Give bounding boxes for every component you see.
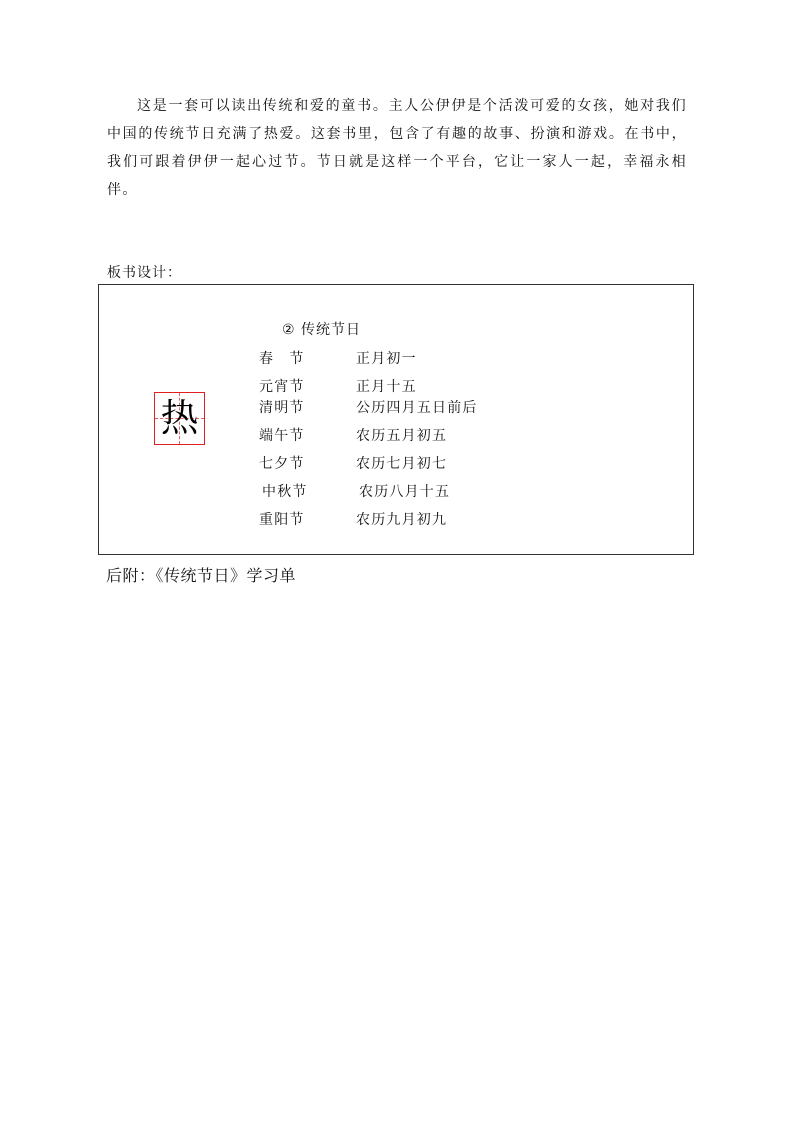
festival-date: 公历四月五日前后 [356,400,478,416]
lesson-title: ② 传统节日 [282,322,362,338]
intro-paragraph: 这是一套可以读出传统和爱的童书。主人公伊伊是个活泼可爱的女孩，她对我们中国的传统节日充满了热爱。这套书里，包含了有趣的故事、扮演和游戏。在书中，我们可跟着伊伊一起心过节。节日就是这样一个平台，它让一家人一起，幸福永相伴。 [107,98,687,198]
footer-note: 后附：《传统节日》学习单 [106,568,297,585]
festival-name: 元宵节 [259,379,305,395]
festival-date: 农历八月十五 [359,484,451,500]
festival-date: 农历七月初七 [356,456,448,472]
festival-name: 清明节 [259,400,305,416]
festival-date: 农历九月初九 [356,512,448,528]
board-design-box [98,284,694,555]
featured-character: 热 [160,396,199,440]
festival-name: 中秋节 [262,484,308,500]
festival-name: 七夕节 [259,456,305,472]
board-design-label: 板书设计： [107,265,182,281]
character-practice-grid [154,392,205,445]
festival-date: 正月初一 [356,351,417,367]
festival-date: 正月十五 [356,379,417,395]
festival-name: 春 节 [259,351,305,367]
festival-name: 重阳节 [259,512,305,528]
festival-name: 端午节 [259,428,305,444]
festival-date: 农历五月初五 [356,428,448,444]
